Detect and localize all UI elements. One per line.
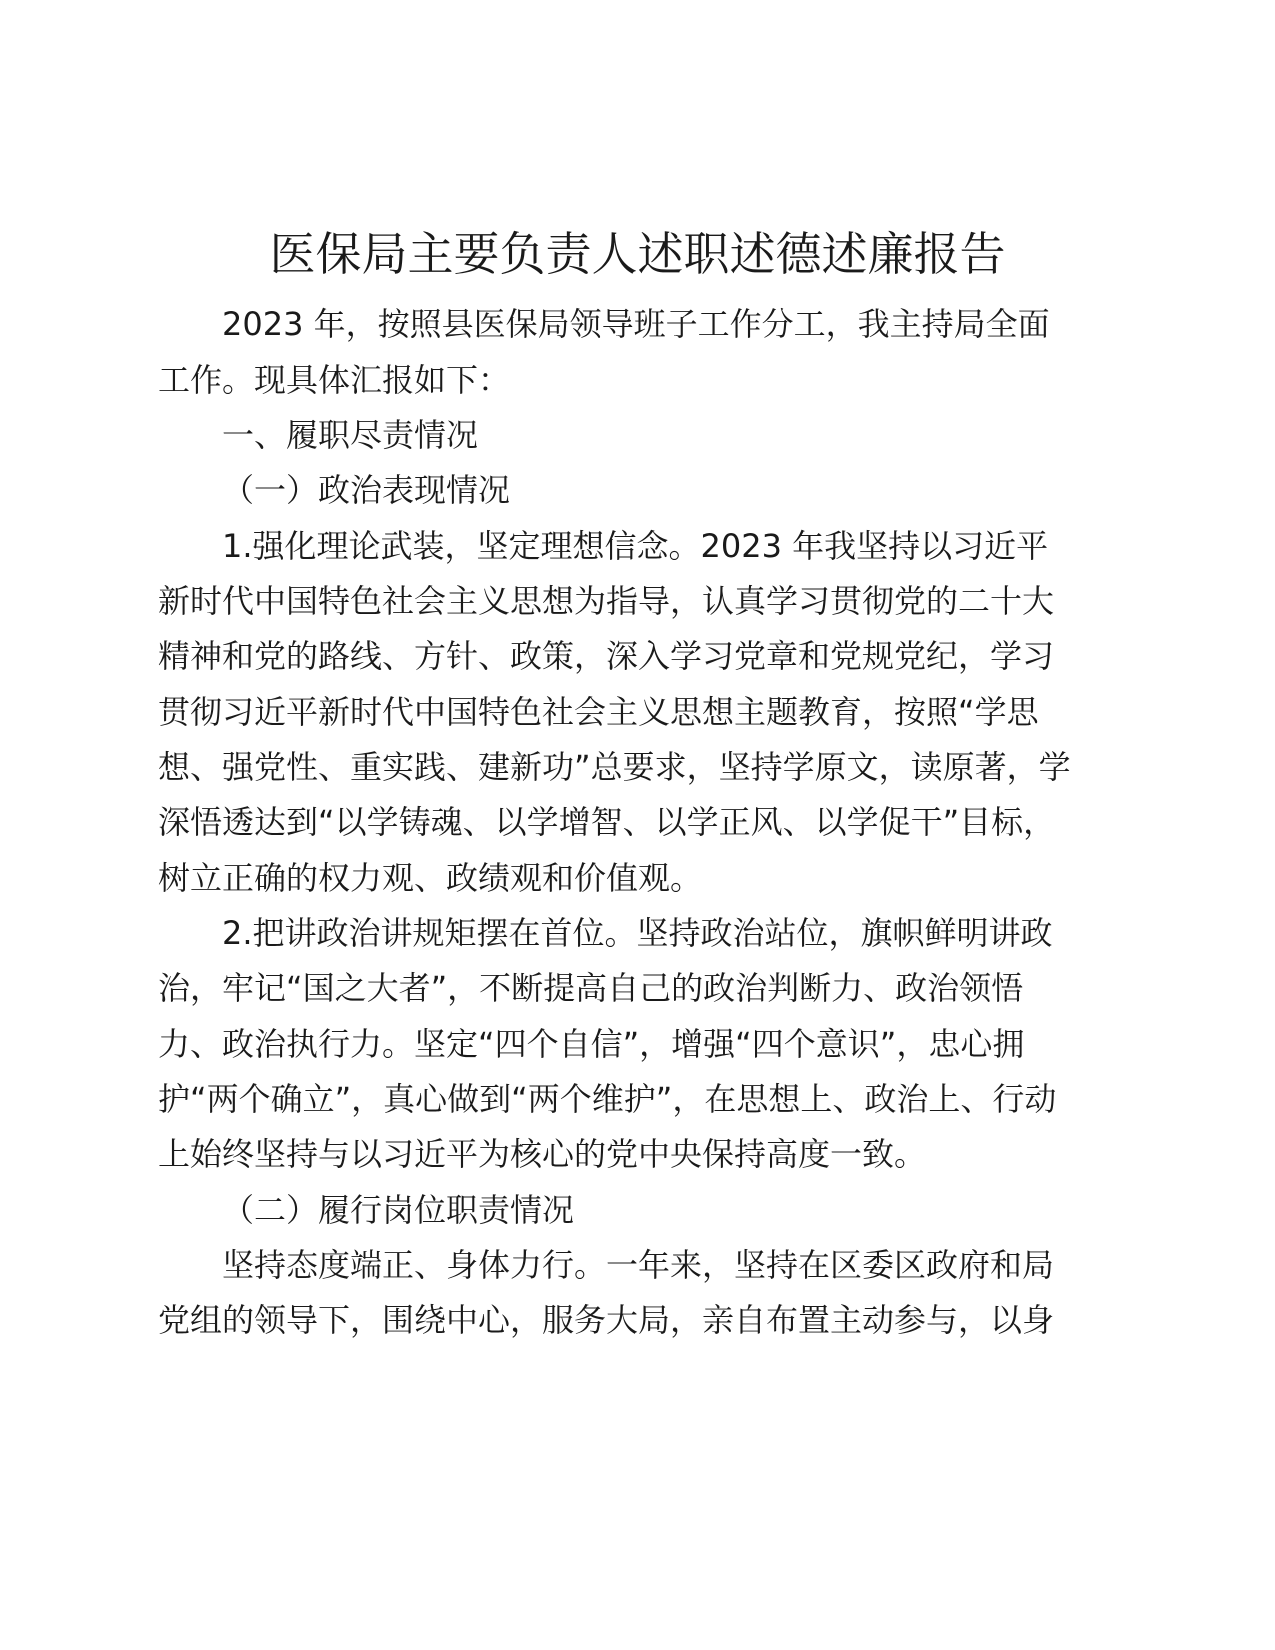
- paragraph-line: 2.把讲政治讲规矩摆在首位。坚持政治站位，旗帜鲜明讲政: [222, 914, 1053, 952]
- paragraph-line: 想、强党性、重实践、建新功”总要求，坚持学原文，读原著，学: [158, 748, 1071, 786]
- paragraph-line: 护“两个确立”，真心做到“两个维护”，在思想上、政治上、行动: [158, 1080, 1057, 1118]
- paragraph-line: 新时代中国特色社会主义思想为指导，认真学习贯彻党的二十大: [158, 582, 1055, 620]
- paragraph-line: 2023 年，按照县医保局领导班子工作分工，我主持局全面: [222, 305, 1050, 343]
- paragraph-line: 树立正确的权力观、政绩观和价值观。: [158, 859, 703, 897]
- paragraph-line: 力、政治执行力。坚定“四个自信”，增强“四个意识”，忠心拥: [158, 1025, 1025, 1063]
- paragraph-line: 深悟透达到“以学铸魂、以学增智、以学正风、以学促干”目标，: [158, 803, 1056, 841]
- paragraph-line: 上始终坚持与以习近平为核心的党中央保持高度一致。: [158, 1135, 927, 1173]
- section-heading: 一、履职尽责情况: [222, 416, 479, 454]
- paragraph-line: 治，牢记“国之大者”，不断提高自己的政治判断力、政治领悟: [158, 969, 1024, 1007]
- paragraph-line: 贯彻习近平新时代中国特色社会主义思想主题教育，按照“学思: [158, 693, 1039, 731]
- document-title: 医保局主要负责人述职述德述廉报告: [269, 227, 1006, 281]
- subsection-heading: （一）政治表现情况: [222, 471, 511, 509]
- paragraph-line: 1.强化理论武装，坚定理想信念。2023 年我坚持以习近平: [222, 527, 1049, 565]
- paragraph-line: 党组的领导下，围绕中心，服务大局，亲自布置主动参与，以身: [158, 1301, 1055, 1339]
- paragraph-line: 工作。现具体汇报如下：: [158, 361, 511, 399]
- subsection-heading: （二）履行岗位职责情况: [222, 1191, 575, 1229]
- paragraph-line: 坚持态度端正、身体力行。一年来，坚持在区委区政府和局: [222, 1246, 1055, 1284]
- paragraph-line: 精神和党的路线、方针、政策，深入学习党章和党规党纪，学习: [158, 637, 1055, 675]
